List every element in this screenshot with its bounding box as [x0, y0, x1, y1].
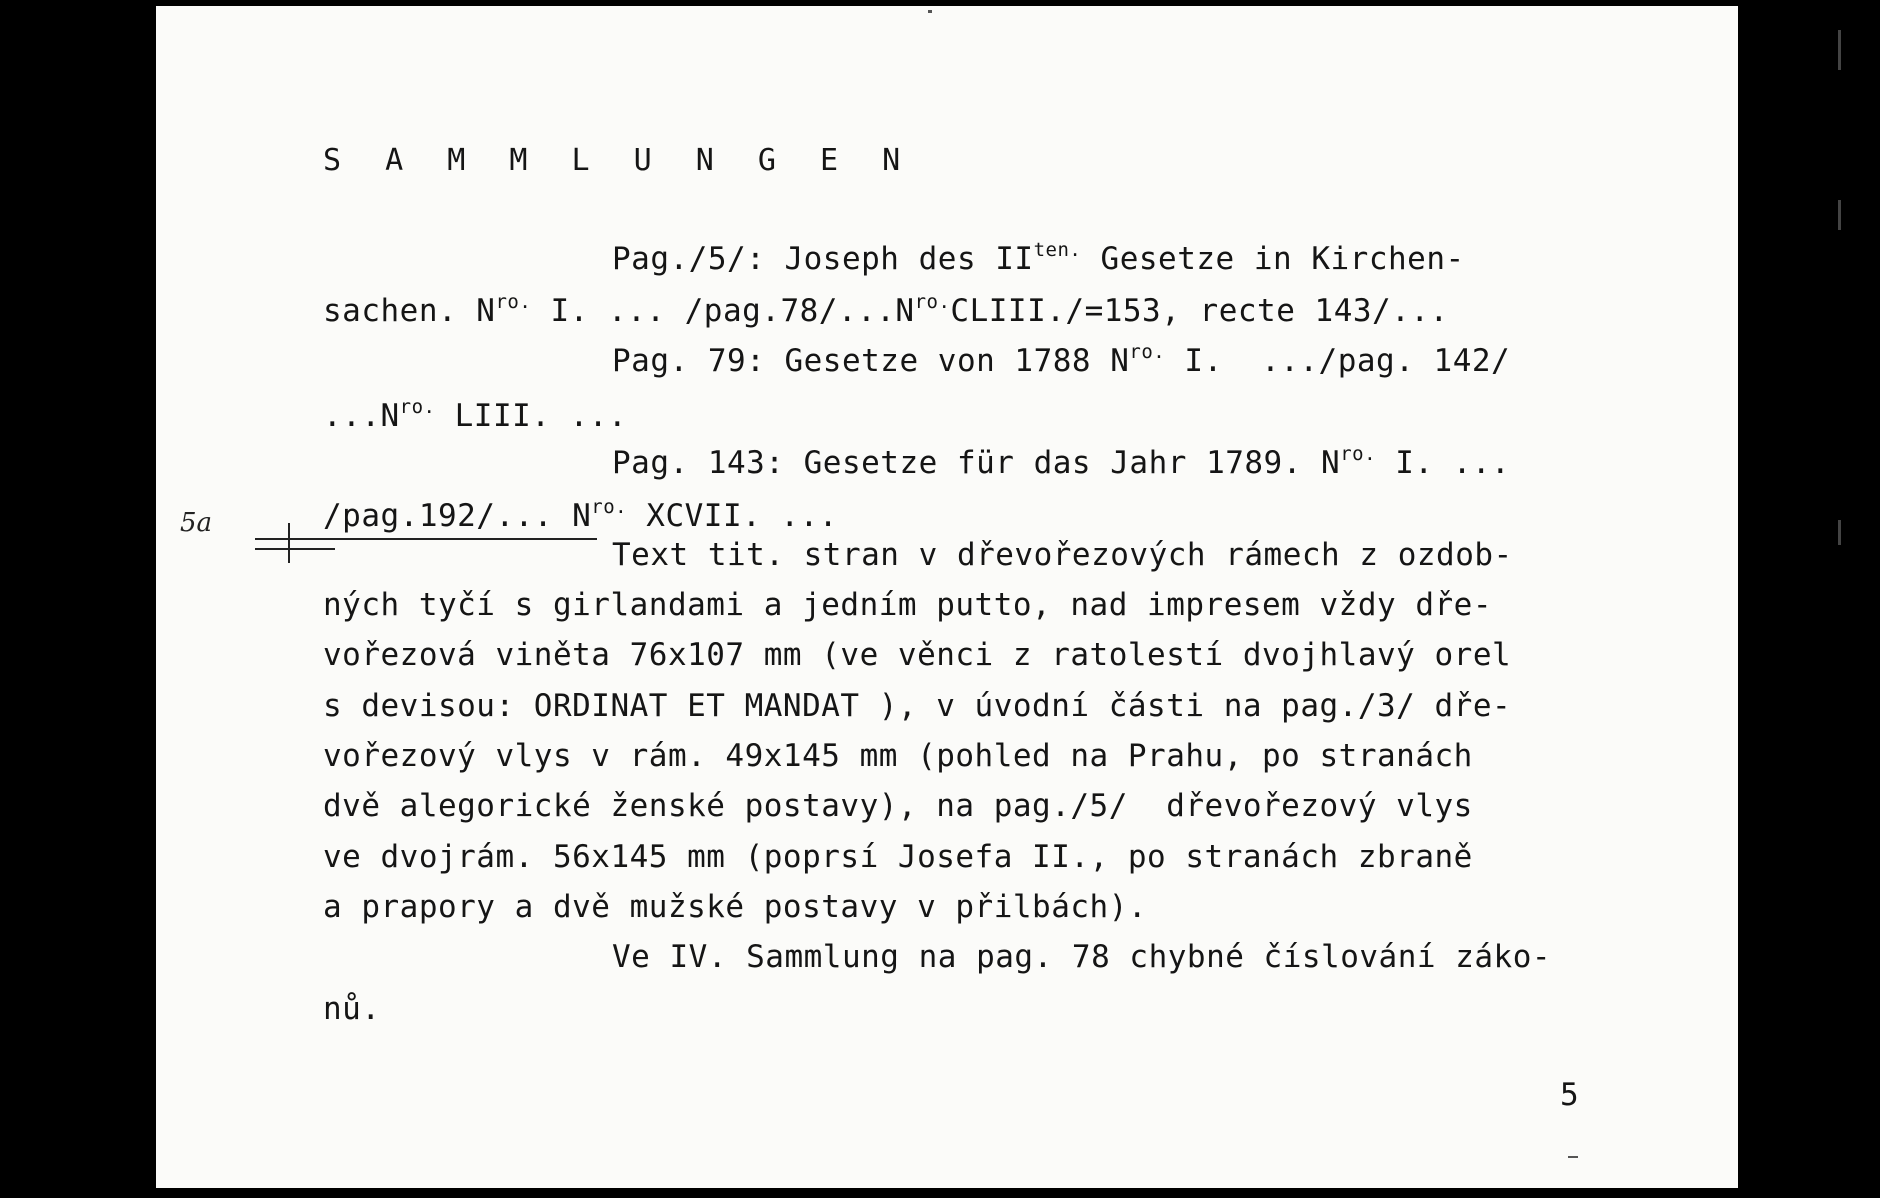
text-line-7: Text tit. stran v dřevořezových rámech z ozdob- [612, 537, 1513, 573]
text-line-10: s devisou: ORDINAT ET MANDAT ), v úvodní části na pag./3/ dře- [323, 688, 1512, 724]
text-line-1: Pag./5/: Joseph des $II^{ten.}$ Gesetze in Kirchen- [612, 239, 1465, 277]
text-line-16: nů. [323, 991, 381, 1027]
handwritten-note: 5a [180, 508, 213, 538]
card-heading: S A M M L U N G E N [323, 143, 914, 178]
page-number: 5 [1560, 1077, 1580, 1113]
text-line-5: Pag. 143: Gesetze für das Jahr 1789. $N^{ro.}$ I. ... [612, 443, 1511, 481]
text-line-14: a prapory a dvě mužské postavy v přilbách). [323, 889, 1148, 925]
text-line-9: vořezová viněta 76x107 mm (ve věnci z ratolestí dvojhlavý orel [323, 637, 1512, 673]
text-line-15: Ve IV. Sammlung na pag. 78 chybné číslování záko- [612, 939, 1552, 975]
text-line-2: sachen. $N^{ro.}$ I. ... $/pag.78/...N^{ro.}CLIII./=153$, recte 143/... [323, 291, 1449, 329]
scan-edge-mark [1838, 30, 1841, 70]
underline-rule [255, 538, 597, 540]
text-line-3: Pag. 79: Gesetze von 1788 $N^{ro.}$ I. .../pag. 142/ [612, 341, 1511, 379]
text-line-4: $...N^{ro.}$ LIII. ... [323, 396, 628, 434]
text-line-12: dvě alegorické ženské postavy), na pag./5/ dřevořezový vlys [323, 788, 1473, 824]
text-line-6: /pag.192/... $N^{ro.}$ XCVII. ... [323, 496, 838, 534]
margin-tick [288, 523, 290, 563]
margin-rule [255, 548, 335, 550]
text-line-8: ných tyčí s girlandami a jedním putto, nad impresem vždy dře- [323, 587, 1492, 623]
scan-speck [1568, 1156, 1578, 1158]
text-line-11: vořezový vlys v rám. 49x145 mm (pohled na Prahu, po stranách [323, 738, 1473, 774]
scan-edge-mark [1838, 520, 1841, 545]
scan-speck [928, 10, 932, 13]
scan-edge-mark [1838, 200, 1841, 230]
text-line-13: ve dvojrám. 56x145 mm (poprsí Josefa II., po stranách zbraně [323, 839, 1473, 875]
